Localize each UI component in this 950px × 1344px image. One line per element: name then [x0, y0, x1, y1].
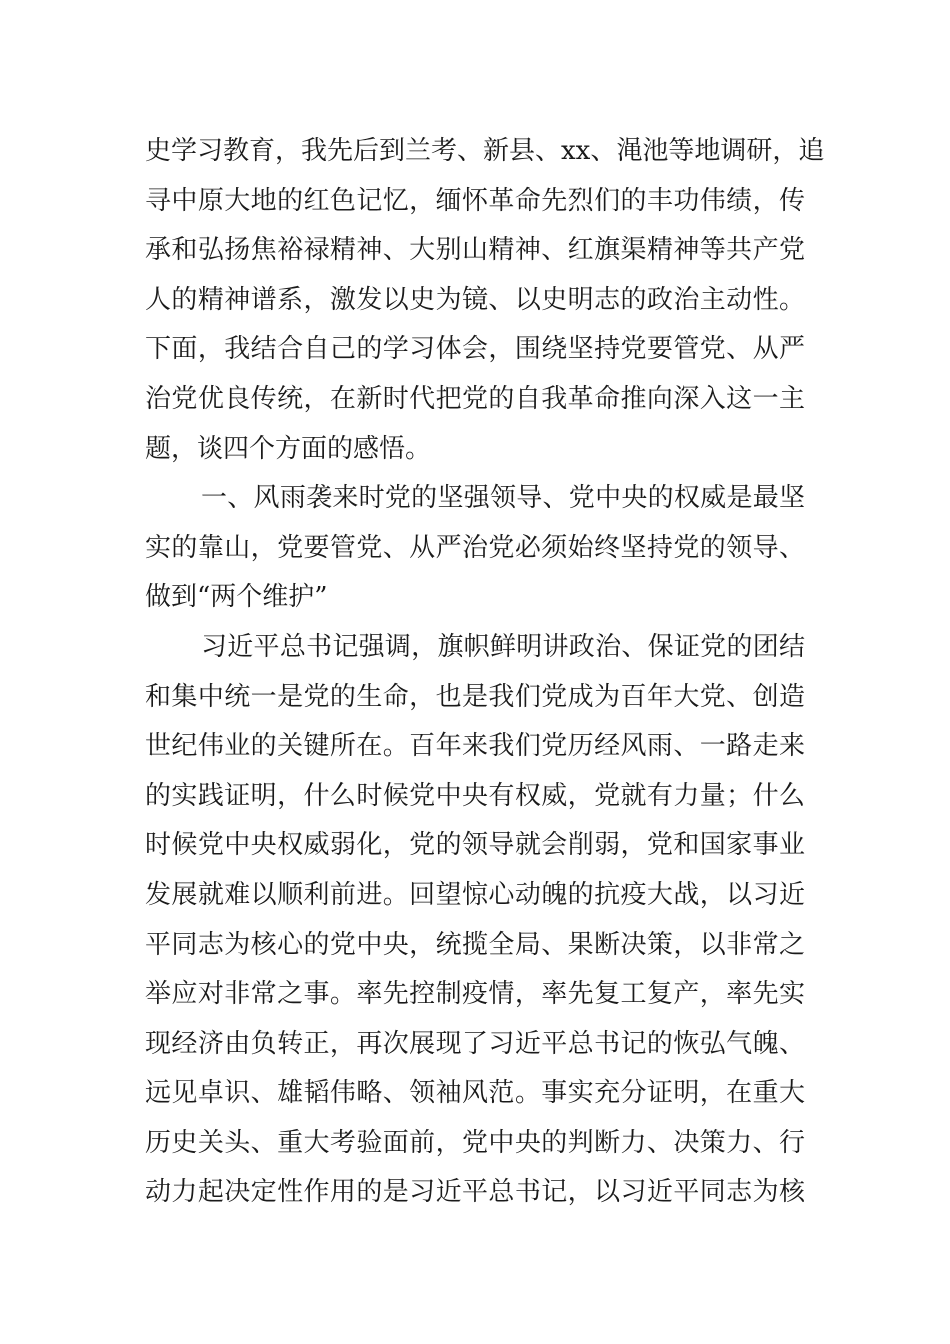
text-line: 举应对非常之事。率先控制疫情，率先复工复产，率先实	[145, 979, 805, 1010]
text-line: 人的精神谱系，激发以史为镜、以史明志的政治主动性。	[145, 284, 805, 315]
text-line: 现经济由负转正，再次展现了习近平总书记的恢弘气魄、	[145, 1028, 805, 1059]
text-line: 史学习教育，我先后到兰考、新县、xx、渑池等地调研，追	[145, 136, 825, 166]
text-line: 发展就难以顺利前进。回望惊心动魄的抗疫大战，以习近	[145, 879, 805, 910]
text-line: 实的靠山，党要管党、从严治党必须始终坚持党的领导、	[145, 532, 805, 563]
text-line: 和集中统一是党的生命，也是我们党成为百年大党、创造	[145, 681, 805, 712]
text-line: 远见卓识、雄韬伟略、领袖风范。事实充分证明，在重大	[145, 1078, 805, 1109]
text-line: 的实践证明，什么时候党中央有权威，党就有力量；什么	[145, 780, 805, 811]
text-line: 习近平总书记强调，旗帜鲜明讲政治、保证党的团结	[201, 631, 805, 662]
text-line: 寻中原大地的红色记忆，缅怀革命先烈们的丰功伟绩，传	[145, 185, 805, 216]
text-line: 动力起决定性作用的是习近平总书记，以习近平同志为核	[145, 1177, 805, 1208]
text-line: 做到“两个维护”	[145, 582, 328, 613]
text-line: 治党优良传统，在新时代把党的自我革命推向深入这一主	[145, 383, 805, 414]
text-line: 题，谈四个方面的感悟。	[145, 433, 432, 464]
text-line: 世纪伟业的关键所在。百年来我们党历经风雨、一路走来	[145, 731, 805, 762]
text-line: 下面，我结合自己的学习体会，围绕坚持党要管党、从严	[145, 334, 805, 365]
text-line: 历史关头、重大考验面前，党中央的判断力、决策力、行	[145, 1127, 805, 1158]
text-line: 平同志为核心的党中央，统揽全局、果断决策，以非常之	[145, 929, 805, 960]
text-line: 承和弘扬焦裕禄精神、大别山精神、红旗渠精神等共产党	[145, 235, 805, 266]
text-line: 一、风雨袭来时党的坚强领导、党中央的权威是最坚	[201, 483, 805, 514]
document-body	[145, 127, 825, 1218]
text-line: 时候党中央权威弱化，党的领导就会削弱，党和国家事业	[145, 830, 805, 861]
